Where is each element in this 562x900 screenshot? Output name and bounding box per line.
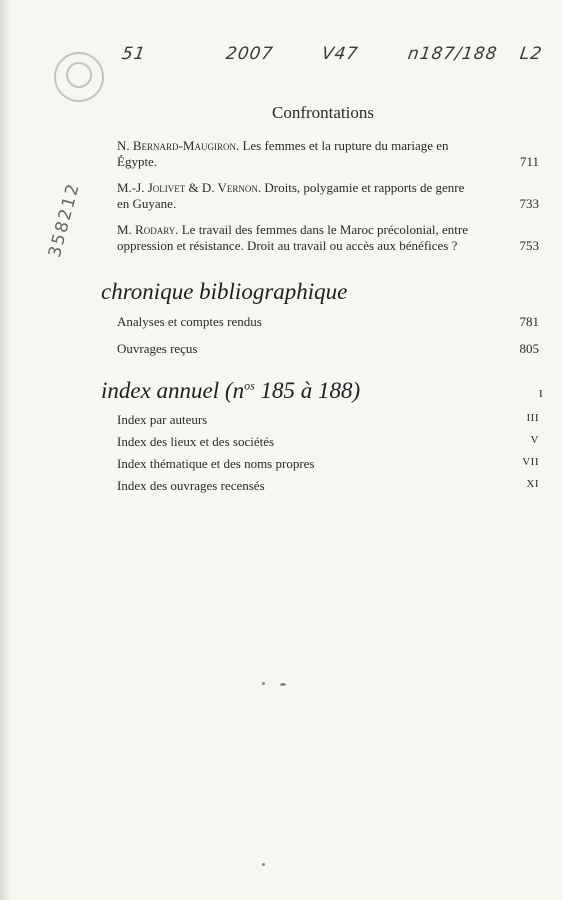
- line-label: Ouvrages reçus: [117, 341, 198, 356]
- toc-entry-text: [117, 222, 517, 254]
- toc-entry-2: [117, 180, 539, 212]
- library-stamp: [54, 52, 104, 102]
- entry-title-line2: en Guyane.: [117, 196, 177, 211]
- handwritten-side-number: 358212: [44, 180, 85, 260]
- toc-line-ouvrages: [117, 341, 539, 357]
- entry-title-line1: . Les femmes et la rupture du mariage en: [235, 138, 449, 153]
- handwritten-note-5: L2: [518, 44, 544, 64]
- toc-line-analyses: [117, 314, 539, 330]
- line-label: Index thématique et des noms propres: [117, 456, 315, 471]
- line-page-number: 805: [519, 341, 539, 356]
- line-page-number: V: [530, 434, 539, 446]
- line-page-number: III: [526, 412, 539, 424]
- toc-entry-text: [117, 180, 500, 212]
- entry-page-number: 753: [519, 238, 539, 253]
- entry-title-line2: oppression et résistance. Droit au travail ou accès aux bénéfices ?: [117, 238, 458, 253]
- heading-index: [101, 378, 543, 404]
- paper-speck: [280, 683, 286, 686]
- line-label: Index des lieux et des sociétés: [117, 434, 275, 449]
- index-page-number: I: [539, 388, 543, 400]
- toc-entry-1: [117, 138, 539, 170]
- entry-author: M.-J. Jolivet & D. Vernon: [117, 180, 258, 195]
- line-label: Index par auteurs: [117, 412, 208, 427]
- section-title-confrontations: Confrontations: [272, 103, 374, 122]
- handwritten-note-1: 51: [120, 44, 148, 64]
- entry-page-number: 711: [519, 154, 539, 169]
- paper-speck: [262, 682, 265, 685]
- index-heading-post: 185 à 188): [254, 378, 361, 403]
- line-page-number: VII: [522, 456, 539, 468]
- entry-title-line2: Égypte.: [117, 154, 158, 169]
- line-page-number: XI: [526, 478, 539, 490]
- handwritten-note-3: V47: [320, 44, 360, 64]
- line-label: Analyses et comptes rendus: [117, 314, 262, 329]
- toc-line-index-thematique: [117, 456, 539, 472]
- binding-shadow: [0, 0, 10, 900]
- entry-title-line1: . Droits, polygamie et rapports de genre: [257, 180, 465, 195]
- toc-line-index-auteurs: [117, 412, 539, 428]
- entry-title-line1: . Le travail des femmes dans le Maroc précolonial, entre: [175, 222, 468, 237]
- heading-chronique: chronique bibliographique: [101, 279, 348, 304]
- line-page-number: 781: [519, 314, 539, 329]
- line-label: Index des ouvrages recensés: [117, 478, 265, 493]
- toc-entry-3: [117, 222, 539, 254]
- index-heading-sup: os: [244, 378, 255, 393]
- entry-author: N. Bernard-Maugiron: [117, 138, 236, 153]
- handwritten-note-4: n187/188: [406, 44, 499, 64]
- entry-author: M. Rodary: [117, 222, 176, 237]
- entry-page-number: 733: [519, 196, 539, 211]
- toc-entry-text: [117, 138, 500, 170]
- paper-speck: [262, 863, 265, 866]
- index-heading-pre: index annuel (n: [101, 378, 245, 403]
- handwritten-note-2: 2007: [224, 44, 275, 64]
- toc-line-index-ouvrages: [117, 478, 539, 494]
- toc-line-index-lieux: [117, 434, 539, 450]
